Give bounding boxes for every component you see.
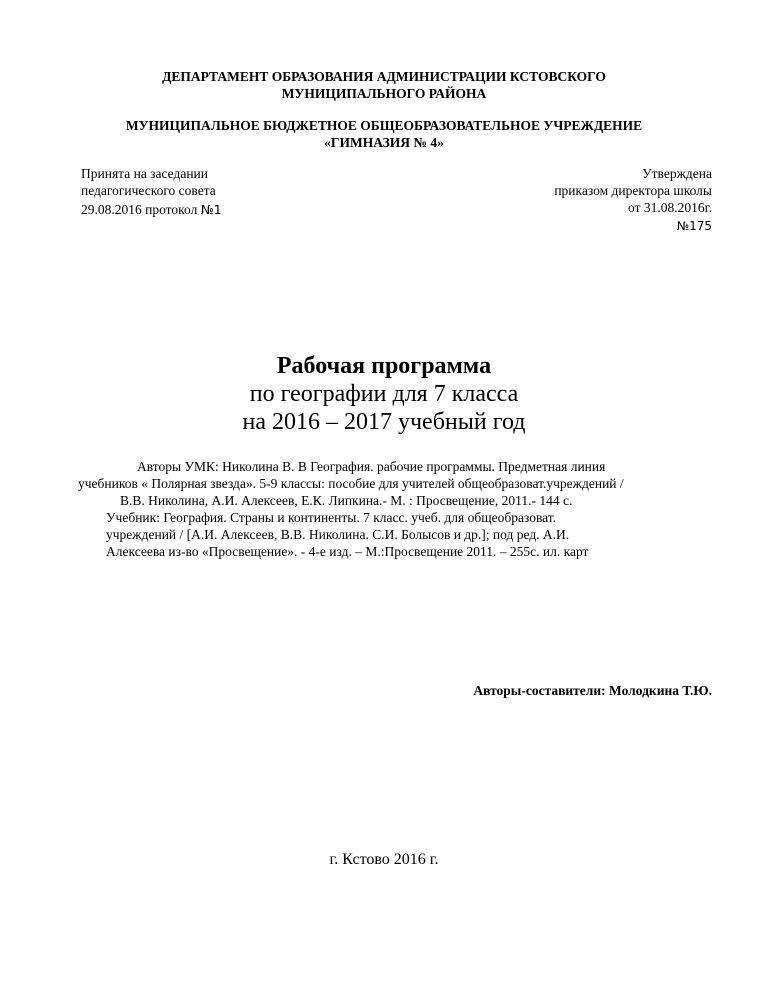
compilers: Авторы-составители: Молодкина Т.Ю. (473, 683, 712, 698)
department-line-1: ДЕПАРТАМЕНТ ОБРАЗОВАНИЯ АДМИНИСТРАЦИИ КСТОВСКОГО (162, 69, 606, 84)
order-number: №175 (676, 219, 712, 233)
authors-umk-line-3: В.В. Николина, А.И. Алексеев, Е.К. Липкина.- М. : Просвещение, 2011.- 144 с. (120, 493, 573, 508)
department-line-2: МУНИЦИПАЛЬНОГО РАЙОНА (281, 86, 487, 101)
approved-line-1: Утверждена (642, 166, 712, 181)
approved-block (452, 165, 712, 235)
adopted-block (81, 165, 222, 218)
authors-umk-line-2: учебников « Полярная звезда». 5-9 классы: пособие для учителей общеобразоват.учреждений / (78, 476, 624, 491)
department-header (0, 68, 768, 102)
authors-umk-line-1: Авторы УМК: Николина В. В География. рабочие программы. Предметная линия (137, 459, 606, 474)
city-year: г. Кстово 2016 г. (329, 851, 439, 868)
program-year: на 2016 – 2017 учебный год (242, 409, 526, 435)
textbook-line-3: Алексеева из-во «Просвещение». - 4-е изд. – М.:Просвещение 2011. – 255с. ил. карт (106, 544, 589, 559)
program-title: Рабочая программа (276, 353, 492, 379)
adopted-line-2: педагогического совета (81, 183, 216, 198)
program-title-block (0, 352, 768, 436)
institution-line-1: МУНИЦИПАЛЬНОЕ БЮДЖЕТНОЕ ОБЩЕОБРАЗОВАТЕЛЬНОЕ УЧРЕЖДЕНИЕ (125, 118, 643, 133)
approved-line-3: от 31.08.2016г. (628, 200, 712, 215)
textbook (106, 509, 712, 560)
program-subject: по географии для 7 класса (249, 381, 519, 407)
textbook-line-1: Учебник: География. Страны и континенты. 7 класс. учеб. для общеобразоват. (106, 510, 557, 525)
adopted-date-text: 29.08.2016 протокол (81, 202, 201, 217)
institution-line-2: «ГИМНАЗИЯ № 4» (324, 135, 444, 150)
approved-line-2: приказом директора школы (554, 183, 712, 198)
institution-header (0, 117, 768, 151)
protocol-number: №1 (200, 202, 222, 217)
textbook-line-2: учреждений / [А.И. Алексеев, В.В. Николина. С.И. Болысов и др.]; под ред. А.И. (106, 527, 570, 542)
adopted-line-3 (81, 201, 222, 218)
adopted-line-1: Принята на заседании (81, 166, 209, 181)
authors-umk (0, 458, 768, 509)
